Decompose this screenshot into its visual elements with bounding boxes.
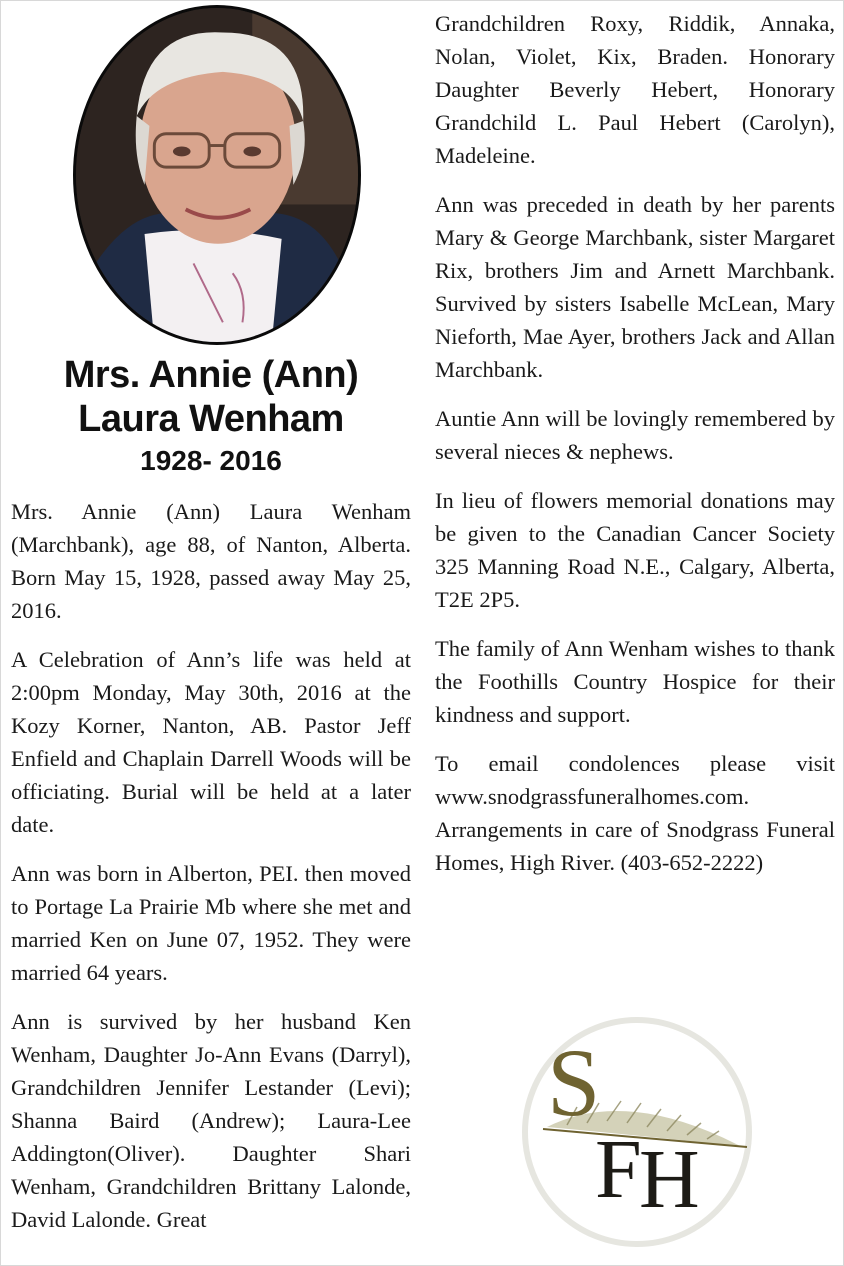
svg-text:H: H [639,1133,700,1226]
name-line-1: Mrs. Annie (Ann) [63,354,359,396]
portrait-photo [73,5,361,345]
name-line-2: Laura Wenham [78,398,344,440]
paragraph-thanks: The family of Ann Wenham wishes to thank the Foothills Country Hospice for their kindness and support. [435,636,835,727]
svg-text:S: S [547,1029,601,1136]
right-column [435,7,835,1226]
paragraph-grandchildren: Grandchildren Roxy, Riddik, Annaka, Nolan, Violet, Kix, Braden. Honorary Daughter Beverly Hebert, Honorary Grandchild L. Paul Hebert (Carolyn), Madeleine. [435,11,835,168]
paragraph-celebration: A Celebration of Ann’s life was held at 2:00pm Monday, May 30th, 2016 at the Kozy Korner, Nanton, AB. Pastor Jeff Enfield and Chaplain Darrell Woods will be officiating. Burial will be held at a later date. [11,647,411,837]
paragraph-predeceased: Ann was preceded in death by her parents Mary & George Marchbank, sister Margaret Rix, brothers Jim and Arnett Marchbank. Survived by sisters Isabelle McLean, Mary Nieforth, Mae Ayer, brothers Jack and Allan Marchbank. [435,192,835,382]
paragraph-donations: In lieu of flowers memorial donations may be given to the Canadian Cancer Society 325 Manning Road N.E., Calgary, Alberta, T2E 2P5. [435,488,835,612]
life-years: 1928- 2016 [140,445,282,476]
deceased-name-block [11,353,411,479]
paragraph-nieces-nephews: Auntie Ann will be lovingly remembered by several nieces & nephews. [435,406,835,464]
left-text [11,495,411,1252]
paragraph-survivors: Ann is survived by her husband Ken Wenham, Daughter Jo-Ann Evans (Darryl), Grandchildren Jennifer Lestander (Levi); Shanna Baird (Andrew); Laura-Lee Addington(Oliver). Daughter Shari Wenham, Grandchildren Brittany Lalonde, David Lalonde. Great [11,1009,411,1232]
paragraph-biography: Ann was born in Alberton, PEI. then moved to Portage La Prairie Mb where she met and married Ken on June 07, 1952. They were married 64 years. [11,861,411,985]
svg-text:F: F [595,1123,642,1216]
sfh-feather-logo-icon [507,1007,767,1257]
paragraph-condolences: To email condolences please visit www.snodgrassfuneralhomes.com. Arrangements in care of Snodgrass Funeral Homes, High River. (403-652-2222) [435,751,835,875]
paragraph-death-notice: Mrs. Annie (Ann) Laura Wenham (Marchbank), age 88, of Nanton, Alberta. Born May 15, 1928, passed away May 25, 2016. [11,499,411,623]
